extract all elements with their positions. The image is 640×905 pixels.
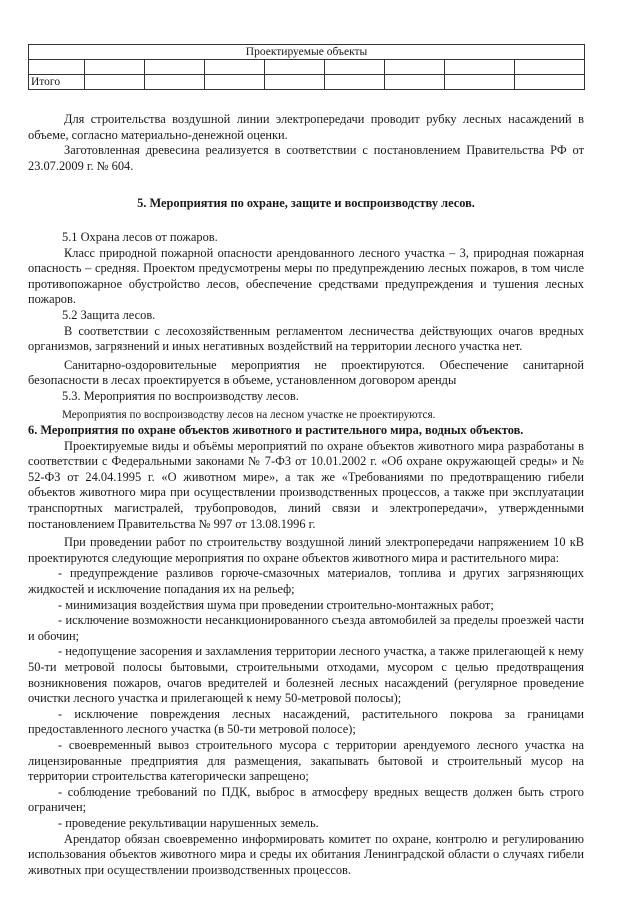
section-5-1-heading: 5.1 Охрана лесов от пожаров. (62, 229, 218, 244)
list-item: - проведение рекультивации нарушенных земель. (58, 815, 319, 830)
list-item: - соблюдение требований по ПДК, выброс в атмосферу вредных веществ должен быть строго ограничен; (28, 784, 584, 815)
table-total-label: Итого (29, 75, 85, 90)
objects-table (28, 44, 585, 90)
intro-paragraph-2: Заготовленная древесина реализуется в соответствии с постановлением Правительства РФ от 23.07.2009 г. № 604. (28, 143, 584, 173)
list-item: - исключение возможности несанкционированного съезда автомобилей за пределы проезжей части и обочин; (28, 613, 584, 643)
section-5-title: 5. Мероприятия по охране, защите и воспроизводству лесов. (137, 196, 475, 211)
list-item: - своевременный вывоз строительного мусора с территории арендуемого лесного участка на лицензированные предприятия для размещения, закапывать бытовой и строительный мусор на территории строительства категорически запрещено; (28, 737, 584, 784)
section-5-3-heading: 5.3. Мероприятия по воспроизводству лесов. (62, 388, 299, 403)
section-6-paragraph-3: Арендатор обязан своевременно информировать комитет по охране, контролю и регулированию использования объектов животного мира и среды их обитания Ленинградской области о случаях гибели животных при осуществлении производственных процессов. (28, 831, 584, 877)
section-5-2-text-2: Санитарно-оздоровительные мероприятия не проектируются. Обеспечение санитарной безопасности в лесах проектируется в объеме, установленном договором аренды (28, 357, 584, 388)
table-row (29, 60, 585, 75)
table-header-cell: Проектируемые объекты (29, 45, 585, 60)
intro-paragraph-1: Для строительства воздушной линии электропередачи проводит рубку лесных насаждений в объеме, согласно материально-денежной оценки. (28, 112, 584, 142)
section-5-2-heading: 5.2 Защита лесов. (62, 307, 156, 322)
list-item: - минимизация воздействия шума при проведении строительно-монтажных работ; (58, 597, 494, 612)
section-5-2-text: В соответствии с лесохозяйственным регламентом лесничества действующих очагов вредных организмов, загрязнений и иных негативных воздействий на территории лесного участка нет. (28, 323, 584, 354)
table-total-row (29, 75, 585, 90)
table-header-row (29, 45, 585, 60)
section-6-title: 6. Мероприятия по охране объектов животного и растительного мира, водных объектов. (28, 423, 524, 438)
list-item: - недопущение засорения и захламления территории лесного участка, а также прилегающей к нему 50-ти метровой полосы бытовыми, строительными отходами, мусором с целью предотвращения возникновения пожаров, очагов вредителей и болезней лесных насаждений (регулярное проведение очистки лесного участка и прилегающей к нему 50-метровой полосы); (28, 644, 584, 706)
section-5-3-text: Мероприятия по воспроизводству лесов на лесном участке не проектируются. (62, 408, 436, 421)
section-6-paragraph-2: При проведении работ по строительству воздушной линий электропередачи напряжением 10 кВ проектируются следующие мероприятия по охране объектов животного мира и растительного мира: (28, 535, 584, 565)
section-6-paragraph-1: Проектируемые виды и объёмы мероприятий по охране объектов животного мира разработаны в соответствии с Федеральными законами № 7-ФЗ от 10.01.2002 г. «Об охране окружающей среды» и № 52-ФЗ от 24.04.1995 г. «О животном мире», а так же «Требованиями по предотвращению гибели объектов животного мира при осуществлении производственных процессов, а также при эксплуатации транспортных магистралей, трубопроводов, линий связи и электропередачи», утвержденными постановлением Правительства № 997 от 13.08.1996 г. (28, 438, 584, 531)
list-item: - исключение повреждения лесных насаждений, растительного покрова за границами предоставленного лесного участка (в 50-ти метровой полосе); (28, 706, 584, 737)
section-5-1-text: Класс природной пожарной опасности арендованного лесного участка – 3, природная пожарная опасность – средняя. Проектом предусмотрены меры по предупреждению лесных пожаров, в том числе противопожарное обустройство лесов, обеспечение средствами предупреждения и тушения лесных пожаров. (28, 245, 584, 307)
list-item: - предупреждение разливов горюче-смазочных материалов, топлива и других загрязняющих жидкостей и исключение попадания их на рельеф; (28, 566, 584, 597)
document-body (28, 112, 584, 878)
